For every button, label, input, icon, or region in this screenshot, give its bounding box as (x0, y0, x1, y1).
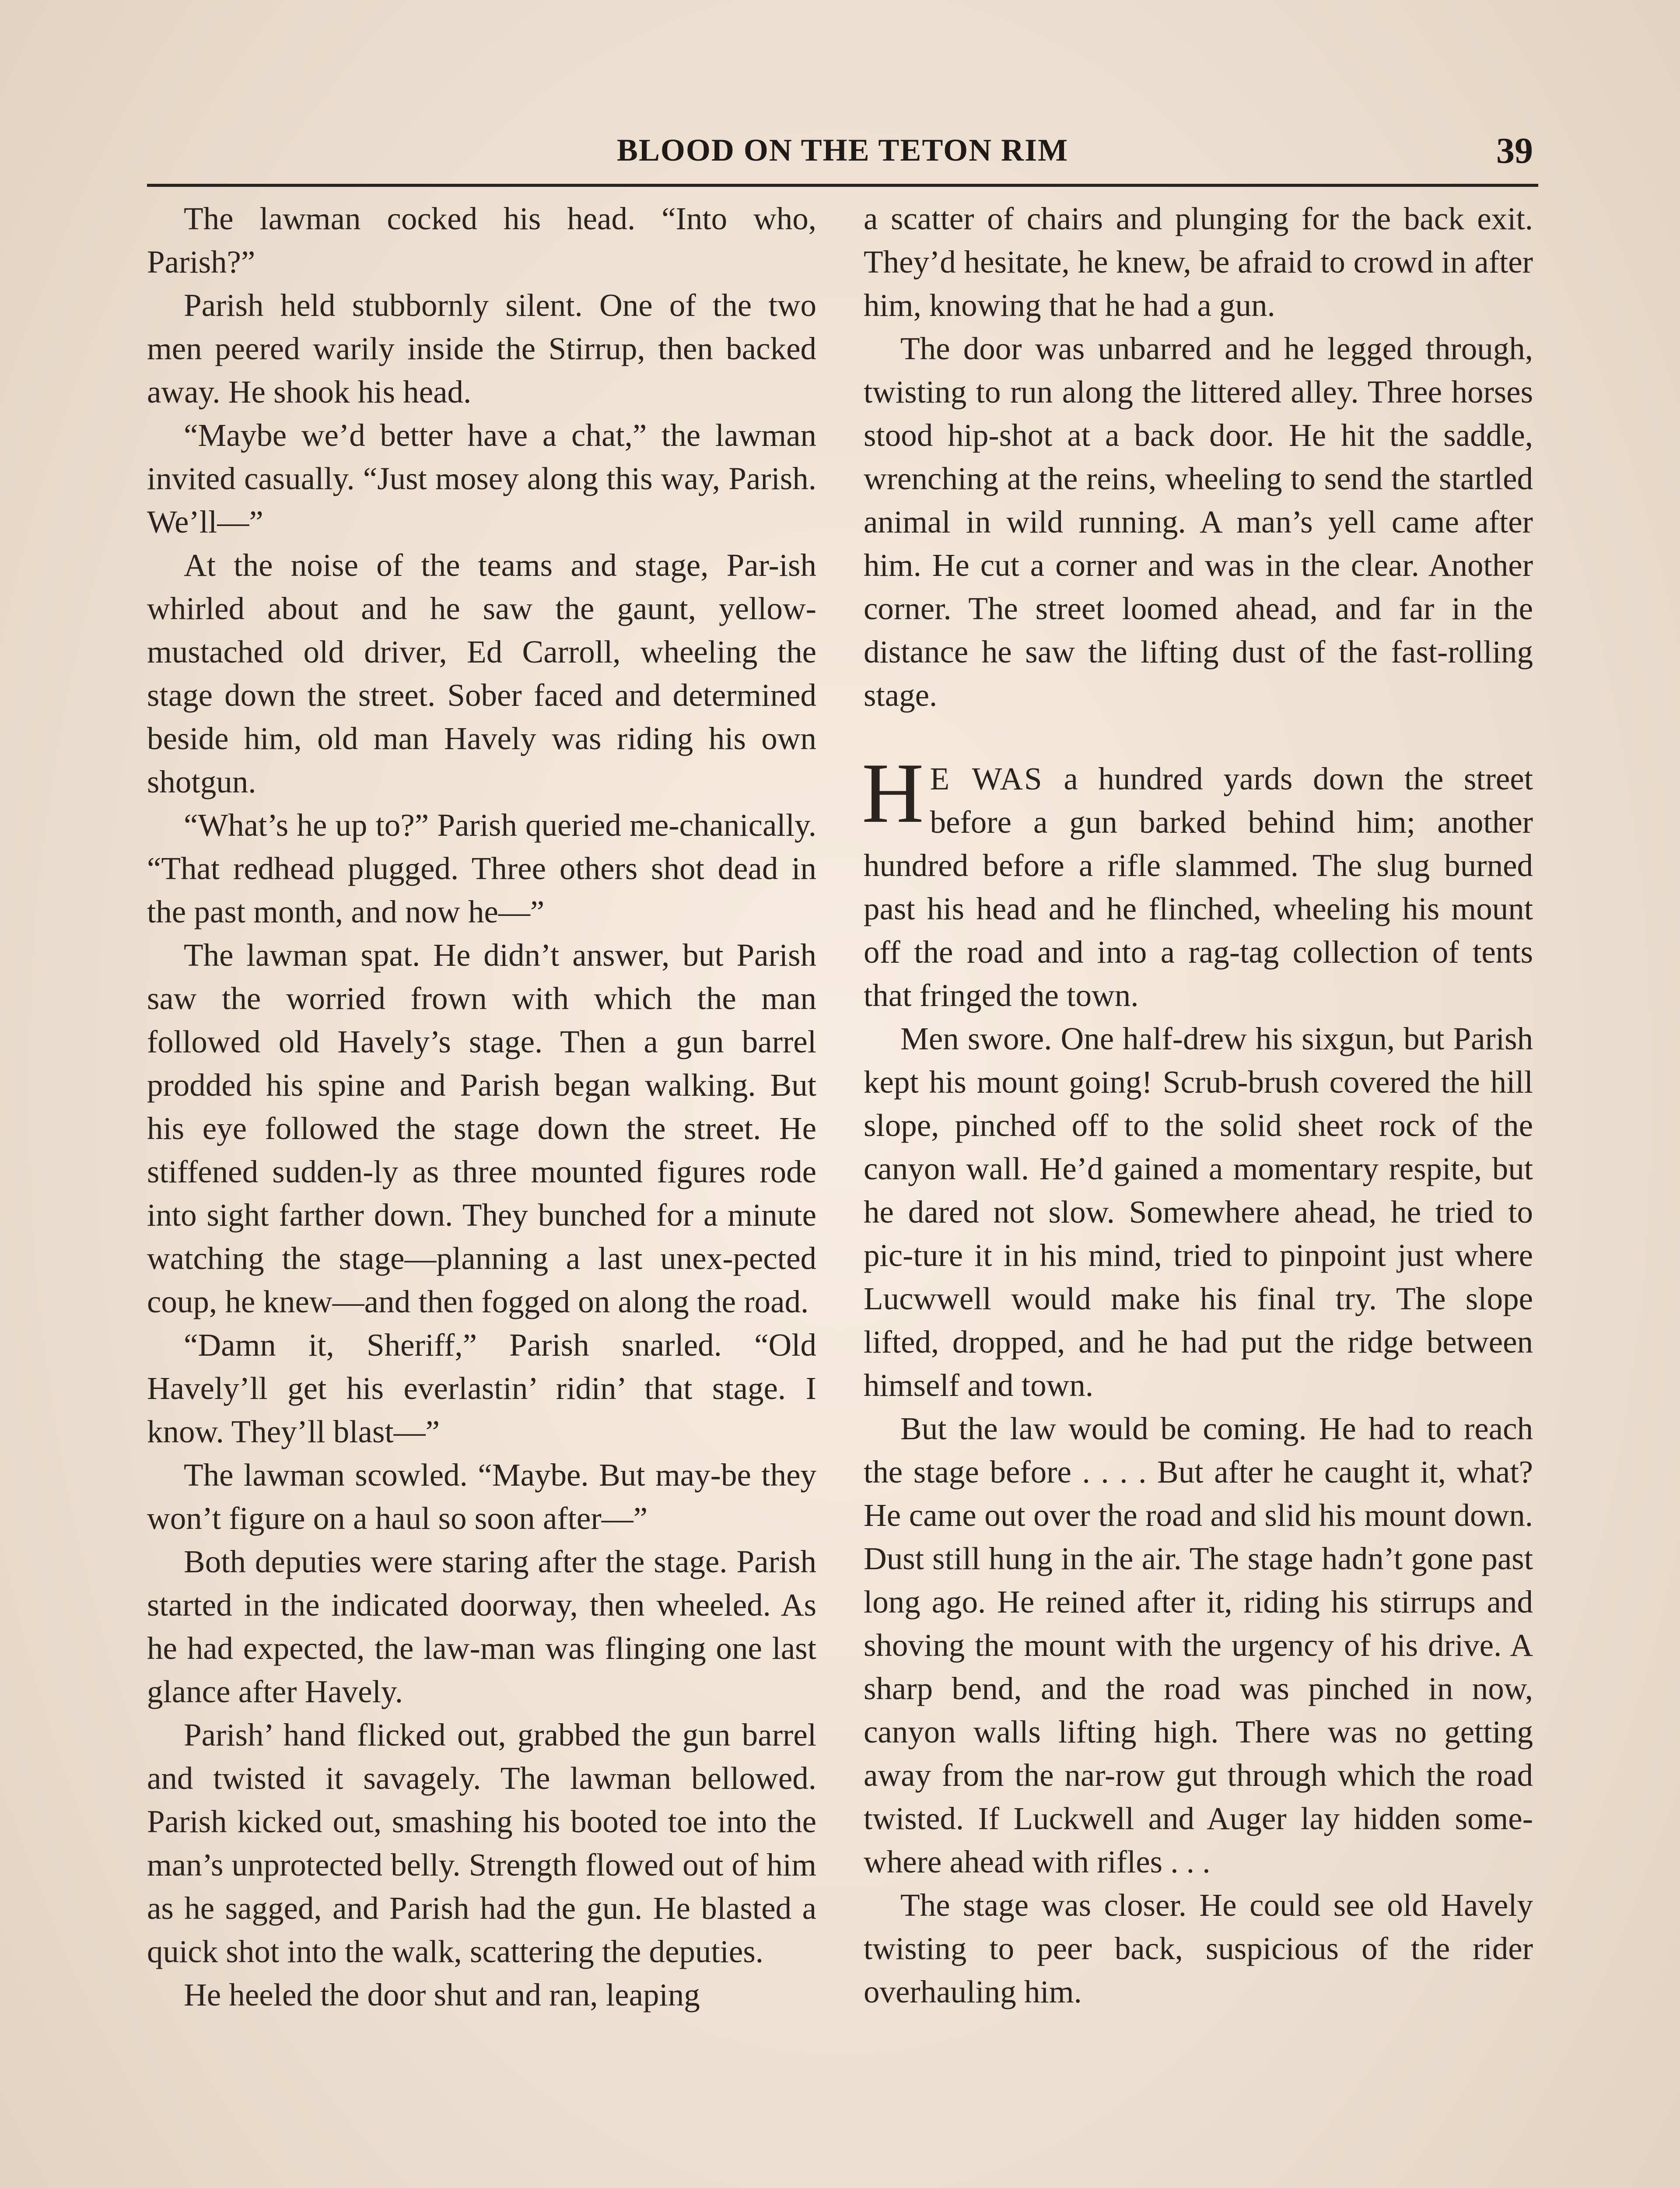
paragraph: The door was unbarred and he legged through, twisting to run along the littered alley. Three horses stood hip-shot at a back door. He hit the saddle, wrenching at the reins, wheeling to send the startled animal in wild running. A man’s yell came after him. He cut a corner and was in the clear. Another corner. The street loomed ahead, and far in the distance he saw the lifting dust of the fast-rolling stage. (864, 331, 1533, 713)
paragraph: “Damn it, Sheriff,” Parish snarled. “Old Havely’ll get his everlastin’ ridin’ that stage. I know. They’ll blast—” (147, 1327, 816, 1449)
paragraph: But the law would be coming. He had to reach the stage before . . . . But after he caught it, what? He came out over the road and slid his mount down. Dust still hung in the air. The stage hadn’t gone past long ago. He reined after it, riding his stirrups and shoving the mount with the urgency of his drive. A sharp bend, and the road was pinched in now, canyon walls lifting high. There was no getting away from the nar-row gut through which the road twisted. If Luckwell and Auger lay hidden some-where ahead with rifles . . . (864, 1411, 1533, 1879)
drop-cap: H (862, 746, 924, 841)
section-break (864, 717, 1533, 757)
paragraph: a scatter of chairs and plunging for the back exit. They’d hesitate, he knew, be afraid to crowd in after him, knowing that he had a gun. (864, 201, 1533, 323)
page-number: 39 (1496, 130, 1533, 171)
running-header (147, 132, 1538, 180)
right-column (864, 197, 1533, 2013)
paragraph: “Maybe we’d better have a chat,” the lawman invited casually. “Just mosey along this way, Parish. We’ll—” (147, 417, 816, 540)
paragraph: The lawman scowled. “Maybe. But may-be they won’t figure on a haul so soon after—” (147, 1457, 816, 1536)
opening-caps: E WAS (930, 761, 1043, 796)
paragraph: Parish’ hand flicked out, grabbed the gun barrel and twisted it savagely. The lawman bellowed. Parish kicked out, smashing his booted toe into the man’s unprotected belly. Strength flowed out of him as he sagged, and Parish had the gun. He blasted a quick shot into the walk, scattering the deputies. (147, 1717, 816, 1969)
paragraph: He heeled the door shut and ran, leaping (184, 1977, 700, 2013)
paragraph: Men swore. One half-drew his sixgun, but Parish kept his mount going! Scrub-brush covered the hill slope, pinched off to the solid sheet rock of the canyon wall. He’d gained a momentary respite, but he dared not slow. Somewhere ahead, he tried to pic-ture it in his mind, tried to pinpoint just where Lucwwell would make his final try. The slope lifted, dropped, and he had put the ridge between himself and town. (864, 1021, 1533, 1403)
paragraph: Parish held stubbornly silent. One of the two men peered warily inside the Stirrup, then backed away. He shook his head. (147, 288, 816, 410)
paragraph: The stage was closer. He could see old Havely twisting to peer back, suspicious of the rider overhauling him. (864, 1887, 1533, 2009)
left-column (147, 197, 816, 2016)
running-title: BLOOD ON THE TETON RIM (616, 133, 1069, 168)
paragraph: The lawman cocked his head. “Into who, Parish?” (147, 201, 816, 280)
section-opening-paragraph (862, 746, 1533, 1017)
paragraph: The lawman spat. He didn’t answer, but Parish saw the worried frown with which the man followed old Havely’s stage. Then a gun barrel prodded his spine and Parish began walking. But his eye followed the stage down the street. He stiffened sudden-ly as three mounted figures rode into sight farther down. They bunched for a minute watching the stage—planning a last unex-pected coup, he knew—and then fogged on along the road. (147, 937, 816, 1319)
opening-text: a hundred yards down the street before a gun barked behind him; another hundred before a rifle slammed. The slug burned past his head and he flinched, wheeling his mount off the road and into a rag-tag collection of tents that fringed the town. (864, 761, 1533, 1013)
paragraph: “What’s he up to?” Parish queried me-chanically. “That redhead plugged. Three others shot dead in the past month, and now he—” (147, 807, 816, 929)
paragraph: Both deputies were staring after the stage. Parish started in the indicated doorway, then wheeled. As he had expected, the law-man was flinging one last glance after Havely. (147, 1544, 816, 1709)
paragraph: At the noise of the teams and stage, Par-ish whirled about and he saw the gaunt, yellow-mustached old driver, Ed Carroll, wheeling the stage down the street. Sober faced and determined beside him, old man Havely was riding his own shotgun. (147, 547, 816, 799)
header-rule (147, 184, 1538, 187)
